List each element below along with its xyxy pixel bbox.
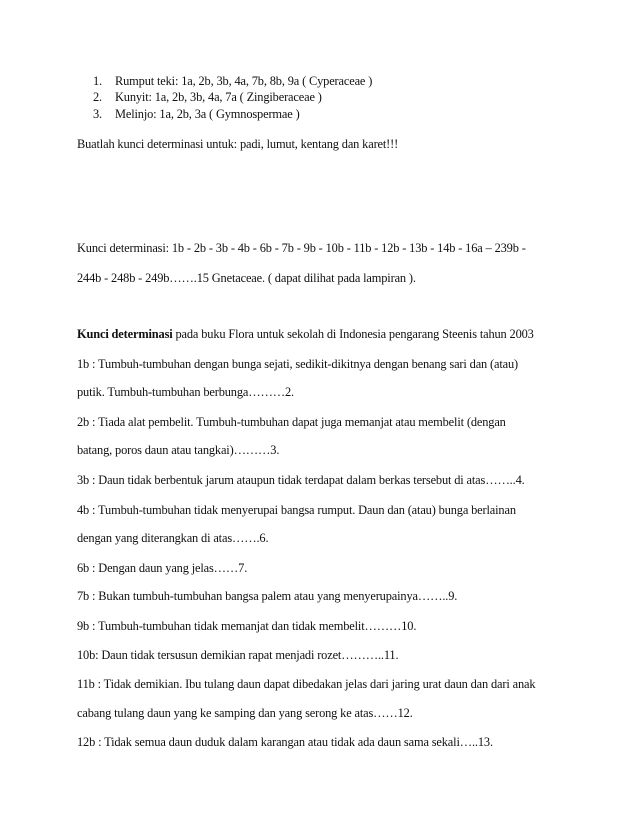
key-entry: 4b : Tumbuh-tumbuhan tidak menyerupai bangsa rumput. Daun dan (atau) bunga berlainan [77, 503, 516, 517]
list-item [93, 74, 372, 88]
key-entry: 2b : Tiada alat pembelit. Tumbuh-tumbuhan dapat juga memanjat atau membelit (dengan [77, 415, 506, 429]
key-entry: 11b : Tidak demikian. Ibu tulang daun dapat dibedakan jelas dari jaring urat daun dan dari anak [77, 677, 536, 691]
kunci-line-1: Kunci determinasi: 1b - 2b - 3b - 4b - 6b - 7b - 9b - 10b - 11b - 12b - 13b - 14b - 16a – 239b - [77, 241, 526, 255]
list-item-text: Rumput teki: 1a, 2b, 3b, 4a, 7b, 8b, 9a ( Cyperaceae ) [115, 74, 373, 88]
key-entry: 1b : Tumbuh-tumbuhan dengan bunga sejati, sedikit-dikitnya dengan benang sari dan (atau) [77, 357, 519, 371]
key-entry: 6b : Dengan daun yang jelas……7. [77, 561, 248, 575]
key-entry: 12b : Tidak semua daun duduk dalam karangan atau tidak ada daun sama sekali…..13. [77, 735, 493, 749]
kunci-line-2: 244b - 248b - 249b…….15 Gnetaceae. ( dapat dilihat pada lampiran ). [77, 271, 416, 285]
section-heading-rest: pada buku Flora untuk sekolah di Indonesia pengarang Steenis tahun 2003 [172, 327, 534, 341]
list-item-text: Kunyit: 1a, 2b, 3b, 4a, 7a ( Zingiberaceae ) [115, 90, 322, 104]
section-heading [77, 327, 534, 341]
list-item [93, 107, 300, 121]
key-entry: 9b : Tumbuh-tumbuhan tidak memanjat dan tidak membelit………10. [77, 619, 417, 633]
list-item-number: 1. [93, 74, 102, 88]
key-entry: dengan yang diterangkan di atas…….6. [77, 531, 269, 545]
key-entry: putik. Tumbuh-tumbuhan berbunga………2. [77, 385, 294, 399]
list-item-text: Melinjo: 1a, 2b, 3a ( Gymnospermae ) [115, 107, 300, 121]
list-item-number: 3. [93, 107, 102, 121]
key-entry: batang, poros daun atau tangkai)………3. [77, 443, 280, 457]
key-entry: 10b: Daun tidak tersusun demikian rapat menjadi rozet………..11. [77, 648, 399, 662]
key-entry: 7b : Bukan tumbuh-tumbuhan bangsa palem atau yang menyerupainya……..9. [77, 589, 458, 603]
section-heading-bold: Kunci determinasi [77, 327, 173, 341]
task-text: Buatlah kunci determinasi untuk: padi, lumut, kentang dan karet!!! [77, 137, 399, 151]
key-entry: 3b : Daun tidak berbentuk jarum ataupun tidak terdapat dalam berkas tersebut di atas……..4. [77, 473, 525, 487]
list-item-number: 2. [93, 90, 102, 104]
key-entry: cabang tulang daun yang ke samping dan yang serong ke atas……12. [77, 706, 413, 720]
list-item [93, 90, 322, 104]
